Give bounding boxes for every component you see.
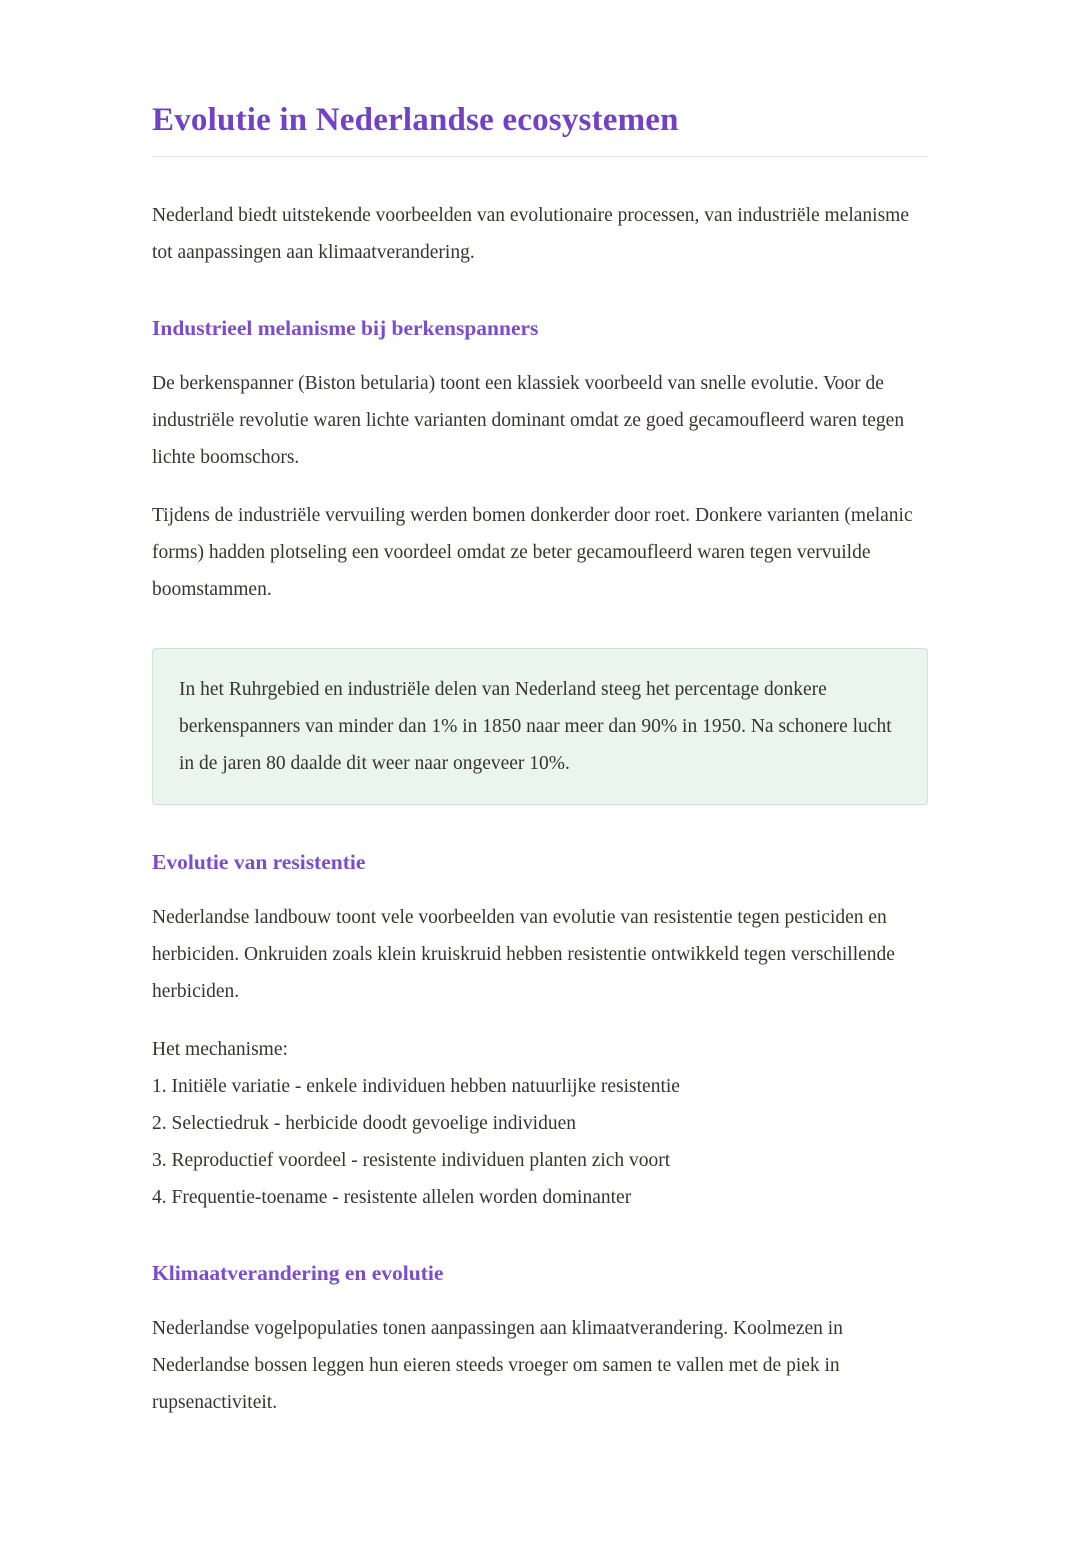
section-heading-klimaat: Klimaatverandering en evolutie xyxy=(152,1261,444,1286)
section-heading-resistentie: Evolutie van resistentie xyxy=(152,850,366,875)
intro-paragraph: Nederland biedt uitstekende voorbeelden van evolutionaire processen, van industriële melanisme tot aanpassingen aan klimaatverandering. xyxy=(152,205,909,264)
mechanism-step-2: 2. Selectiedruk - herbicide doodt gevoelige individuen xyxy=(152,1113,577,1135)
callout-text: In het Ruhrgebied en industriële delen van Nederland steeg het percentage donkere berkenspanners van minder dan 1% in 1850 naar meer dan 90% in 1950. Na schonere lucht in de jaren 80 daalde dit weer naar ongeveer 10%. xyxy=(179,679,892,775)
mechanism-step-4: 4. Frequentie-toename - resistente allelen worden dominanter xyxy=(152,1187,632,1209)
callout-box xyxy=(152,648,928,805)
section-heading-melanisme: Industrieel melanisme bij berkenspanners xyxy=(152,316,539,341)
mechanism-step-3: 3. Reproductief voordeel - resistente individuen planten zich voort xyxy=(152,1150,671,1172)
resistentie-paragraph: Nederlandse landbouw toont vele voorbeelden van evolutie van resistentie tegen pesticiden en herbiciden. Onkruiden zoals klein kruiskruid hebben resistentie ontwikkeld tegen verschillende herbiciden. xyxy=(152,907,895,1003)
klimaat-paragraph: Nederlandse vogelpopulaties tonen aanpassingen aan klimaatverandering. Koolmezen in Nederlandse bossen leggen hun eieren steeds vroeger om samen te vallen met de piek in rupsenactiviteit. xyxy=(152,1318,843,1414)
document-page xyxy=(152,0,928,1562)
page-title: Evolutie in Nederlandse ecosystemen xyxy=(152,102,679,138)
title-divider xyxy=(152,156,928,157)
mechanism-label: Het mechanisme: xyxy=(152,1039,288,1061)
melanisme-paragraph-1: De berkenspanner (Biston betularia) toont een klassiek voorbeeld van snelle evolutie. Voor de industriële revolutie waren lichte varianten dominant omdat ze goed gecamoufleerd waren tegen lichte boomschors. xyxy=(152,373,905,469)
melanisme-paragraph-2: Tijdens de industriële vervuiling werden bomen donkerder door roet. Donkere varianten (melanic forms) hadden plotseling een voordeel omdat ze beter gecamoufleerd waren tegen vervuilde boomstammen. xyxy=(152,505,913,601)
mechanism-step-1: 1. Initiële variatie - enkele individuen hebben natuurlijke resistentie xyxy=(152,1076,680,1098)
mechanism-list xyxy=(152,1031,928,1216)
